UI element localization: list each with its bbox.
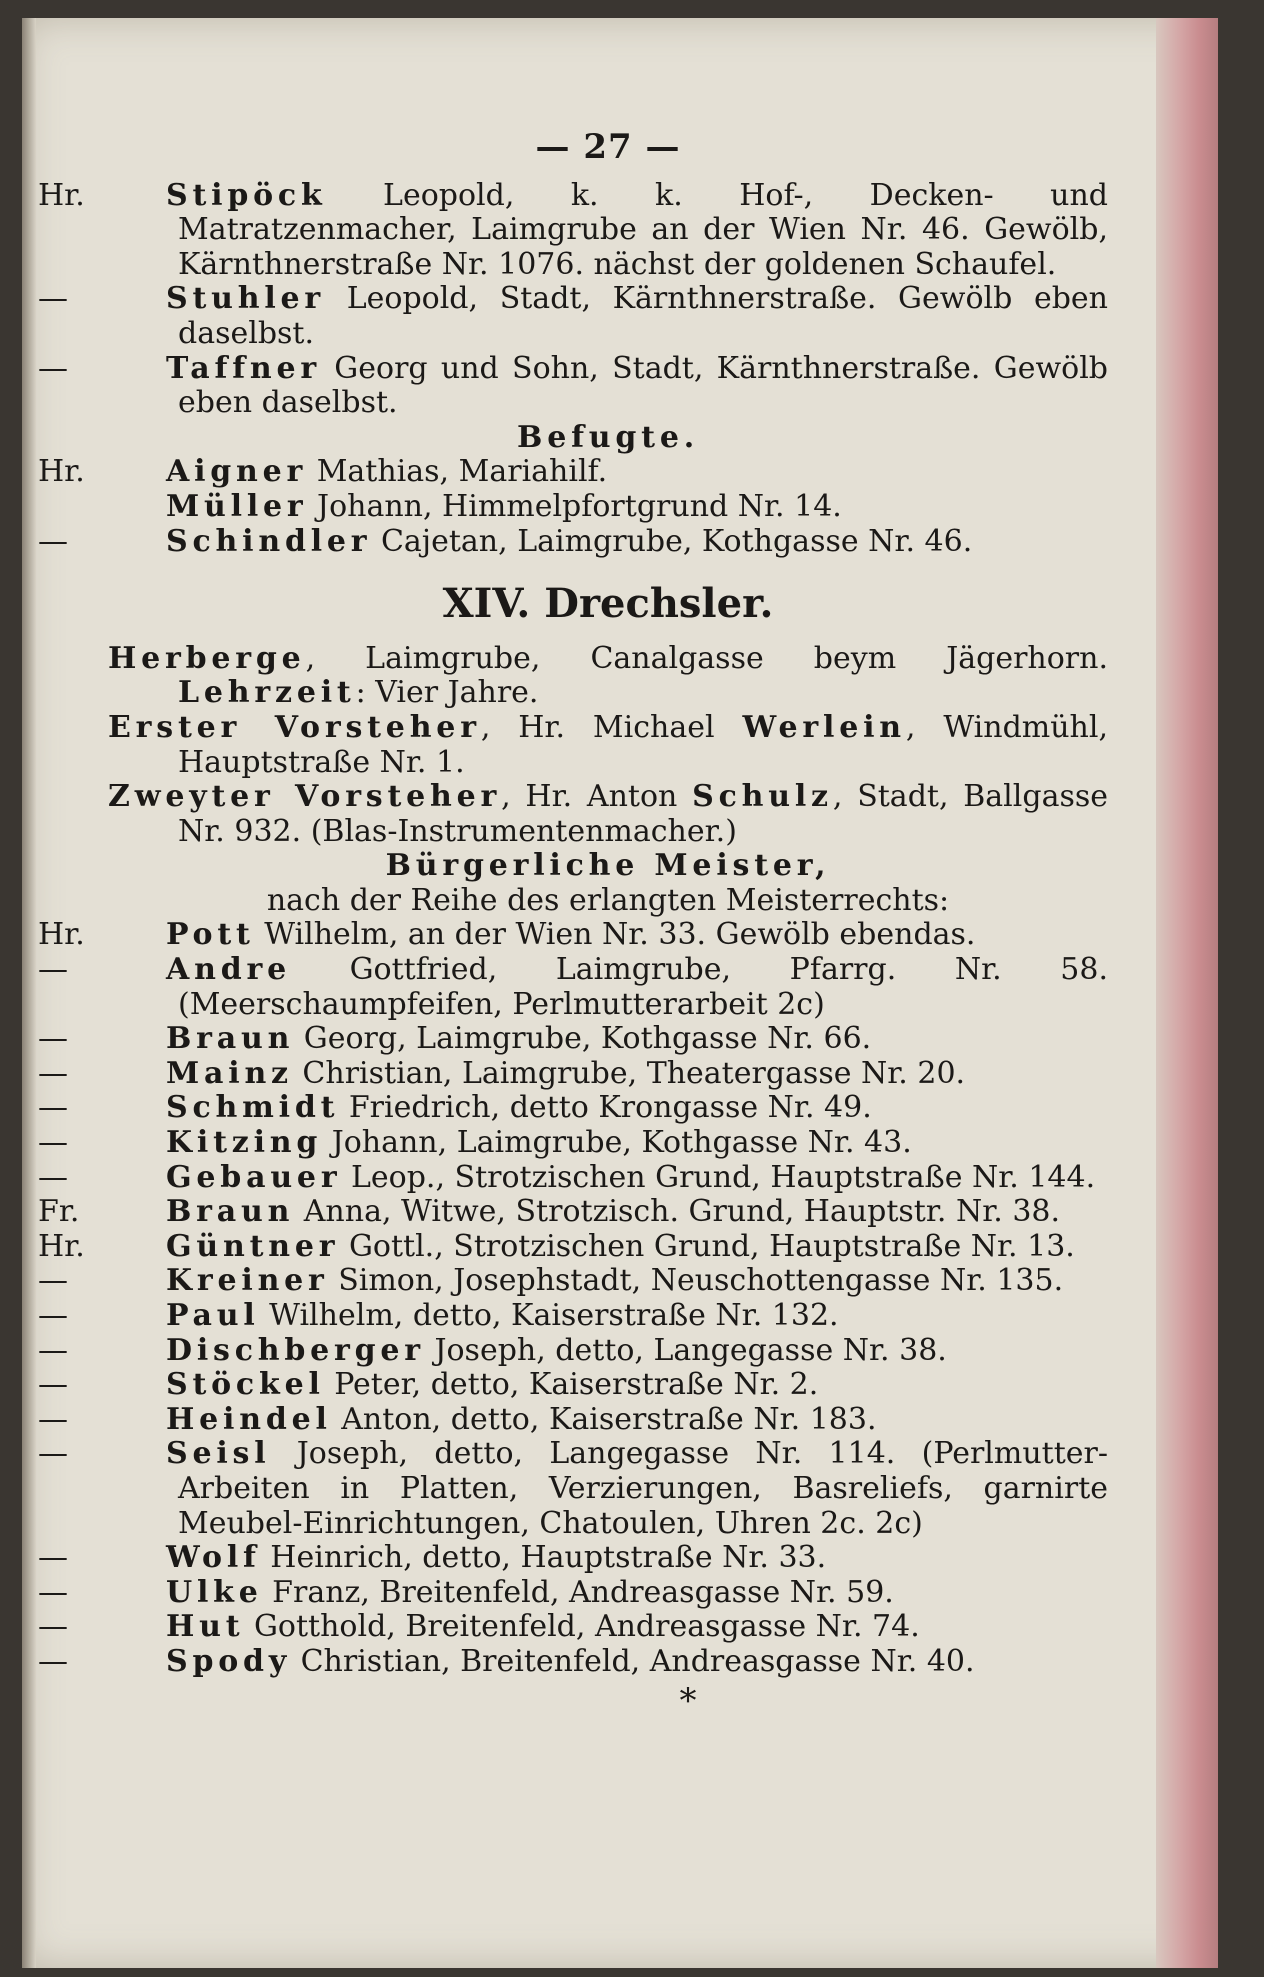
entry-marker: — <box>38 1159 68 1195</box>
list-entry <box>38 1436 1108 1541</box>
book-page <box>22 18 1218 1968</box>
lehrzeit-text: : Vier Jahre. <box>355 675 539 711</box>
entry-name: Braun <box>166 1021 295 1057</box>
entry-marker: — <box>38 1574 68 1610</box>
entry-name: Schindler <box>166 523 372 559</box>
herberge-entry <box>108 642 1108 711</box>
entry-text: Wilhelm, an der Wien Nr. 33. Gewölb ebendas. <box>254 917 976 953</box>
entry-name: Braun <box>166 1194 295 1230</box>
erster-name: Werlein <box>742 709 906 745</box>
erster-text: , Hr. Michael <box>480 709 743 745</box>
entry-marker: — <box>38 1125 68 1161</box>
list-entry <box>38 177 1108 283</box>
entry-text: Christian, Breitenfeld, Andreasgasse Nr. 40. <box>291 1643 975 1679</box>
entry-text: Georg und Sohn, Stadt, Kärnthnerstraße. Gewölb eben daselbst. <box>178 350 1108 421</box>
footer-mark: * <box>679 1680 697 1721</box>
entry-name: Hut <box>166 1609 245 1645</box>
list-entry <box>38 1228 1108 1265</box>
list-entry <box>38 454 1108 490</box>
buergerliche-heading: Bürgerliche Meister, <box>385 848 831 884</box>
page-edge <box>1156 18 1218 1968</box>
entry-marker: — <box>38 1643 68 1679</box>
befugte-entries <box>38 454 1108 559</box>
list-entry <box>38 1263 1108 1299</box>
entry-marker: — <box>38 1436 68 1472</box>
zweyter-name: Schulz <box>692 779 833 815</box>
list-entry <box>38 1125 1108 1161</box>
entry-marker: — <box>38 281 68 317</box>
list-entry <box>38 1367 1108 1403</box>
page-gutter <box>22 18 36 1968</box>
entry-text: Peter, detto, Kaiserstraße Nr. 2. <box>324 1367 819 1403</box>
entry-marker: — <box>38 523 68 559</box>
list-entry <box>38 1574 1108 1611</box>
herberge-label: Herberge <box>108 640 306 676</box>
entry-name: Mainz <box>166 1055 293 1091</box>
entry-text: Johann, Himmelpfortgrund Nr. 14. <box>307 488 842 524</box>
entry-text: Friedrich, detto Krongasse Nr. 49. <box>339 1090 872 1126</box>
list-entry <box>38 1332 1108 1369</box>
list-entry <box>38 1055 1108 1092</box>
entry-marker: — <box>38 1401 68 1437</box>
entry-marker: Fr. <box>38 1194 80 1230</box>
entry-marker: Hr. <box>38 1228 85 1264</box>
section-title: XIV. Drechsler. <box>442 580 774 628</box>
entry-name: Gebauer <box>166 1159 342 1195</box>
entries-top <box>38 177 1108 421</box>
entry-text: Gottl., Strotzischen Grund, Hauptstraße Nr. 13. <box>339 1228 1075 1264</box>
zweyter-vorsteher-entry <box>108 780 1108 849</box>
list-entry <box>38 1090 1108 1126</box>
entry-text: Mathias, Mariahilf. <box>307 454 608 490</box>
entry-text: Simon, Josephstadt, Neuschottengasse Nr. 135. <box>328 1263 1064 1299</box>
entry-marker: — <box>38 1263 68 1299</box>
entry-name: Güntner <box>166 1228 340 1264</box>
entry-marker: — <box>38 1367 68 1403</box>
entry-text: Franz, Breitenfeld, Andreasgasse Nr. 59. <box>262 1574 894 1610</box>
entry-text: Joseph, detto, Langegasse Nr. 114. (Perlmutter-Arbeiten in Platten, Verzierungen, Basreliefs, garnirte Meubel-Einrichtungen, Chatoulen, Uhren 2c. 2c) <box>178 1436 1108 1541</box>
list-entry <box>38 350 1108 421</box>
list-entry <box>38 1194 1108 1230</box>
entry-text: Georg, Laimgrube, Kothgasse Nr. 66. <box>294 1021 872 1057</box>
entry-name: Dischberger <box>166 1332 425 1368</box>
entry-text: Johann, Laimgrube, Kothgasse Nr. 43. <box>322 1125 912 1161</box>
list-entry <box>38 917 1108 953</box>
erster-text2: , Windmühl, Hauptstraße Nr. 1. <box>178 709 1108 780</box>
entry-text: Gotthold, Breitenfeld, Andreasgasse Nr. 74. <box>244 1609 920 1645</box>
entry-name: Kitzing <box>166 1125 323 1161</box>
entry-text: Anton, detto, Kaiserstraße Nr. 183. <box>331 1401 877 1437</box>
entry-name: Taffner <box>166 350 322 386</box>
entry-text: Gottfried, Laimgrube, Pfarrg. Nr. 58. (Meerschaumpfeifen, Perlmutterarbeit 2c) <box>178 952 1108 1022</box>
buergerliche-subheading: nach der Reihe des erlangten Meisterrechts: <box>266 882 950 918</box>
entry-text: Leopold, Stadt, Kärnthnerstraße. Gewölb eben daselbst. <box>178 281 1108 351</box>
list-entry <box>38 952 1108 1022</box>
meister-list <box>38 917 1108 1679</box>
entry-name: Seisl <box>166 1436 271 1472</box>
entry-marker: — <box>38 1540 68 1576</box>
zweyter-text: , Hr. Anton <box>501 779 693 815</box>
entry-text: Joseph, detto, Langegasse Nr. 38. <box>424 1332 947 1368</box>
list-entry <box>38 281 1108 351</box>
list-entry <box>38 1609 1108 1645</box>
list-entry <box>38 1401 1108 1438</box>
entry-marker: — <box>38 350 68 386</box>
entry-name: Heindel <box>166 1401 332 1437</box>
page-number: — 27 — <box>535 127 681 167</box>
entry-marker: — <box>38 1021 68 1057</box>
entry-name: Pott <box>166 917 255 953</box>
entry-text: Leop., Strotzischen Grund, Hauptstraße Nr. 144. <box>341 1159 1096 1195</box>
page-text <box>38 127 1108 1721</box>
list-entry <box>38 1643 1108 1680</box>
erster-vorsteher-entry <box>108 711 1108 780</box>
entry-name: Andre <box>166 952 291 988</box>
list-entry <box>38 1159 1108 1196</box>
zweyter-label: Zweyter Vorsteher <box>108 779 502 815</box>
entry-name: Müller <box>166 488 308 524</box>
entry-text: Heinrich, detto, Hauptstraße Nr. 33. <box>260 1540 827 1576</box>
befugte-heading: Befugte. <box>517 419 699 455</box>
entry-name: Stuhler <box>166 281 326 317</box>
entry-name: Aigner <box>166 454 308 490</box>
herberge-text: , Laimgrube, Canalgasse beym Jägerhorn. <box>305 640 1108 676</box>
list-entry <box>38 1021 1108 1057</box>
list-entry <box>38 1540 1108 1576</box>
entry-text: Leopold, k. k. Hof-, Decken- und Matratzenmacher, Laimgrube an der Wien Nr. 46. Gewölb, Kärnthnerstraße Nr. 1076. nächst der goldenen Schaufel. <box>178 177 1108 282</box>
entry-name: Spody <box>166 1643 292 1679</box>
entry-name: Wolf <box>166 1540 261 1576</box>
entry-name: Schmidt <box>166 1090 340 1126</box>
entry-name: Stipöck <box>166 177 327 213</box>
entry-marker: Hr. <box>38 917 85 953</box>
entry-marker: — <box>38 952 68 988</box>
zweyter-text2: , Stadt, Ballgasse Nr. 932. (Blas-Instrumentenmacher.) <box>178 779 1108 849</box>
list-entry <box>108 490 1108 525</box>
list-entry <box>38 1298 1108 1334</box>
entry-marker: Hr. <box>38 177 85 213</box>
entry-text: Cajetan, Laimgrube, Kothgasse Nr. 46. <box>371 523 973 559</box>
entry-name: Paul <box>166 1298 260 1333</box>
entry-marker: — <box>38 1055 68 1091</box>
entry-text: Anna, Witwe, Strotzisch. Grund, Hauptstr. Nr. 38. <box>294 1194 1061 1230</box>
entry-marker: Hr. <box>38 454 85 490</box>
erster-label: Erster Vorsteher <box>108 709 481 745</box>
list-entry <box>38 523 1108 560</box>
entry-marker: — <box>38 1298 68 1333</box>
entry-marker: — <box>38 1090 68 1126</box>
lehrzeit-label: Lehrzeit <box>178 675 356 711</box>
entry-name: Ulke <box>166 1574 263 1610</box>
entry-text: Wilhelm, detto, Kaiserstraße Nr. 132. <box>259 1298 839 1333</box>
entry-text: Christian, Laimgrube, Theatergasse Nr. 20. <box>292 1055 966 1091</box>
entry-marker: — <box>38 1609 68 1645</box>
entry-name: Kreiner <box>166 1263 329 1299</box>
entry-name: Stöckel <box>166 1367 325 1403</box>
entry-marker: — <box>38 1332 68 1368</box>
